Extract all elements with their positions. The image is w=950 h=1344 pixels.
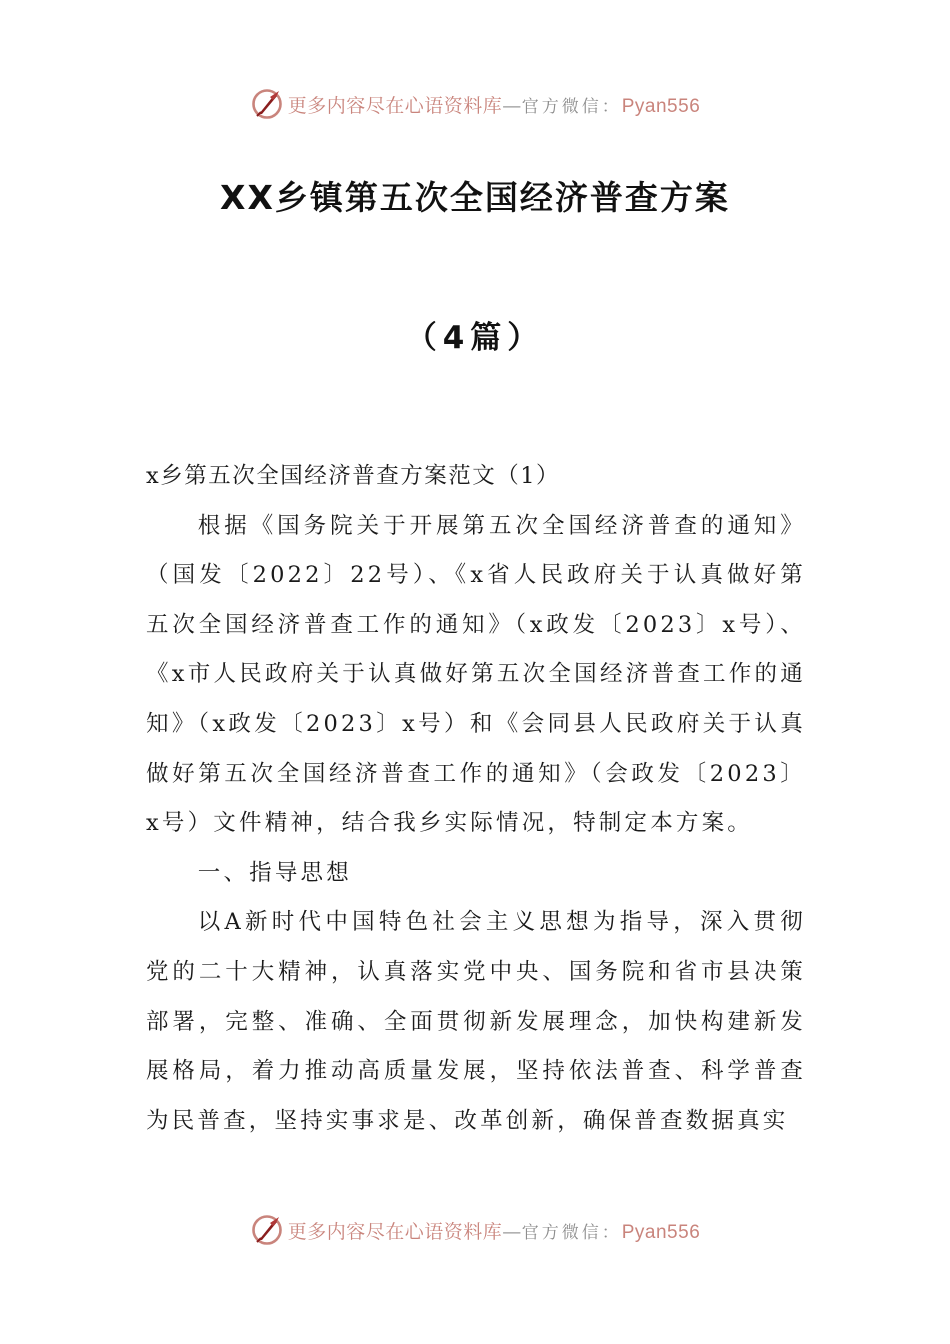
document-title: XX乡镇第五次全国经济普查方案 (220, 178, 730, 217)
banner-wechat-label: 官方微信： (521, 1222, 622, 1243)
header-banner (0, 84, 950, 124)
document-heading: x乡第五次全国经济普查方案范文（1） (146, 463, 561, 489)
banner-wechat-label: 官方微信： (521, 96, 622, 117)
footer-banner (0, 1210, 950, 1250)
section-1-heading: 一、指导思想 (197, 859, 352, 886)
banner-main-text: 更多内容尽在心语资料库 (287, 1220, 503, 1243)
banner-text (288, 1217, 701, 1244)
paragraph-2: 以A新时代中国特色社会主义思想为指导，深入贯彻党的二十大精神，认真落实党中央、国务院和省市县决策部署，完整、准确、全面贯彻新发展理念，加快构建新发展格局，着力推动高质量发展，坚持依法普查、科学普查为民普查，坚持实事求是、改革创新，确保普查数据真实 (146, 909, 806, 1134)
banner-wechat-id: Pyan556 (621, 95, 701, 117)
banner-wechat-id: Pyan556 (621, 1221, 701, 1243)
banner-dash: — (502, 1220, 522, 1243)
quill-in-circle-icon (250, 1213, 284, 1247)
paragraph-1: 根据《国务院关于开展第五次全国经济普查的通知》（国发〔2022〕22号）、《x省人民政府关于认真做好第五次全国经济普查工作的通知》（x政发〔2023〕x号）、《x市人民政府关于认真做好第五次全国经济普查工作的通知》（x政发〔2023〕x号）和《会同县人民政府关于认真做好第五次全国经济普查工作的通知》（会政发〔2023〕x号）文件精神，结合我乡实际情况，特制定本方案。 (146, 512, 806, 837)
banner-text (288, 91, 701, 118)
document-subtitle: （4篇） (405, 320, 545, 356)
banner-main-text: 更多内容尽在心语资料库 (287, 94, 503, 117)
document-body (146, 452, 806, 1146)
quill-in-circle-icon (250, 87, 284, 121)
banner-dash: — (502, 94, 522, 117)
